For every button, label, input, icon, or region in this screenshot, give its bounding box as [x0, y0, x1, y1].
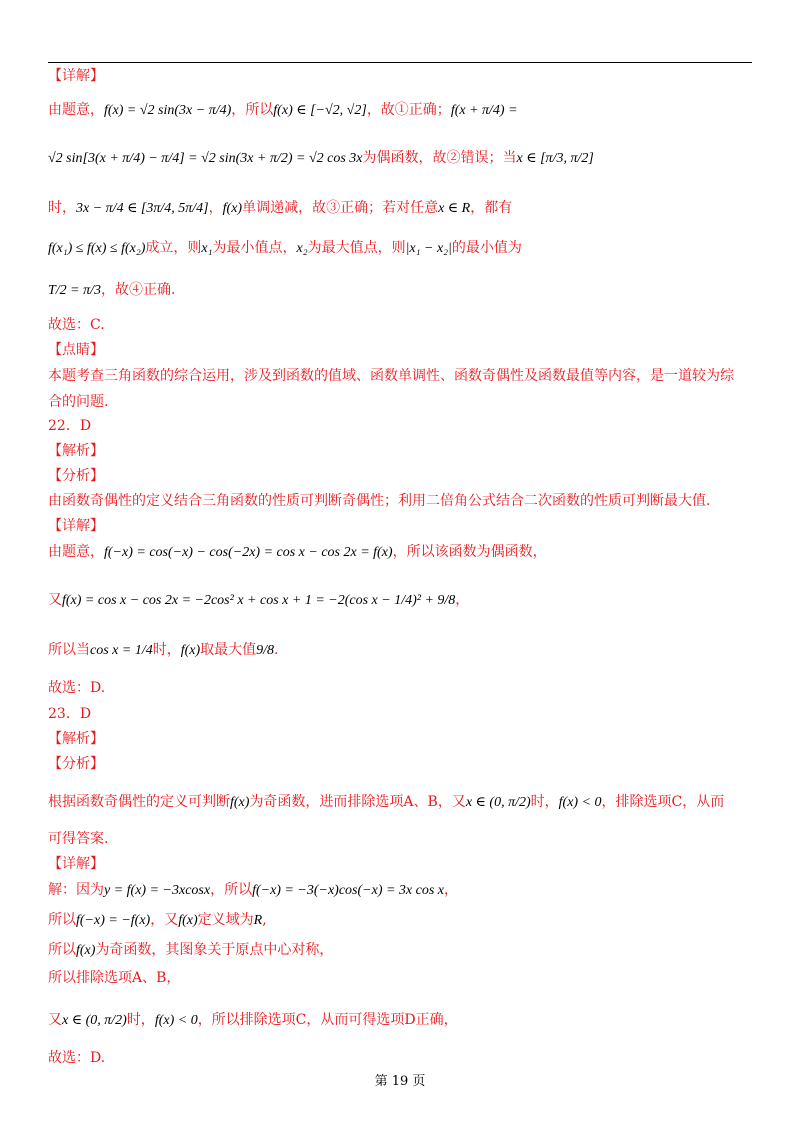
- text-line: 故选：C.: [48, 317, 105, 333]
- math: f(x): [76, 943, 96, 958]
- text-line: 由题意，f(−x) = cos(−x) − cos(−2x) = cos x − cos 2x = f(x)，所以该函数为偶函数，: [48, 544, 547, 560]
- question-number: 22．D: [48, 418, 92, 434]
- label-analysis: 【分析】: [48, 468, 104, 484]
- math: R: [253, 913, 263, 928]
- math: 3x − π/4 ∈ [3π/4, 5π/4]: [76, 201, 209, 216]
- text-line: 又x ∈ (0, π/2)时，f(x) < 0，所以排除选项C，从而可得选项D正确，: [48, 1012, 458, 1028]
- math: x ∈ (0, π/2): [465, 795, 531, 810]
- header-rule: [48, 62, 752, 63]
- text-line: 由题意，f(x) = √2 sin(3x − π/4)，所以f(x) ∈ [−√2, √2]，故①正确；f(x + π/4) =: [48, 102, 518, 118]
- math: x ∈ R: [438, 201, 471, 216]
- math: x₂: [296, 241, 308, 256]
- label-detail: 【详解】: [48, 856, 104, 872]
- text-line: 故选：D.: [48, 680, 106, 696]
- math: f(−x) = −3(−x)cos(−x) = 3x cos x: [252, 883, 445, 898]
- page-number: 第 19 页: [374, 1074, 426, 1089]
- math: f(x) = √2 sin(3x − π/4): [104, 103, 232, 118]
- label-note: 【点睛】: [48, 342, 104, 358]
- text-line: √2 sin[3(x + π/4) − π/4] = √2 sin(3x + π/2) = √2 cos 3x为偶函数，故②错误；当x ∈ [π/3, π/2]: [48, 150, 594, 166]
- math: x ∈ (0, π/2): [62, 1013, 127, 1028]
- text-line: 又f(x) = cos x − cos 2x = −2cos² x + cos x + 1 = −2(cos x − 1/4)² + 9/8，: [48, 592, 470, 608]
- label-analysis: 【解析】: [48, 731, 104, 747]
- text-line: 所以f(x)为奇函数，其图象关于原点中心对称，: [48, 942, 334, 958]
- math: f(x) < 0: [154, 1013, 198, 1028]
- text-line: T/2 = π/3，故④正确.: [48, 282, 176, 298]
- math: f(x) ∈ [−√2, √2]: [273, 103, 367, 118]
- text-line: 由函数奇偶性的定义结合三角函数的性质可判断奇偶性；利用二倍角公式结合二次函数的性质可判断最大值.: [48, 493, 711, 509]
- math: f(x): [180, 643, 201, 658]
- math: f(x): [178, 913, 198, 928]
- math: |x₁ − x₂|: [405, 241, 452, 256]
- math: cos x = 1/4: [90, 643, 153, 658]
- label-detail: 【详解】: [48, 518, 104, 534]
- text-line: 根据函数奇偶性的定义可判断f(x)为奇函数，进而排除选项A、B，又x ∈ (0, π/2)时，f(x) < 0，排除选项C，从而: [48, 794, 725, 810]
- math: f(x₁) ≤ f(x) ≤ f(x₂): [48, 241, 146, 256]
- label-analysis: 【分析】: [48, 756, 104, 772]
- text-line: 所以排除选项A、B，: [48, 970, 181, 986]
- label-analysis: 【解析】: [48, 443, 104, 459]
- text-line: 解：因为y = f(x) = −3xcosx，所以f(−x) = −3(−x)cos(−x) = 3x cos x，: [48, 882, 459, 898]
- text-line: 合的问题.: [48, 394, 109, 410]
- math: 9/8: [256, 643, 275, 658]
- text-line: 可得答案.: [48, 831, 109, 847]
- math: f(x + π/4) =: [450, 103, 518, 118]
- math: f(−x) = cos(−x) − cos(−2x) = cos x − cos 2x = f(x): [104, 545, 393, 560]
- math: x ∈ [π/3, π/2]: [516, 151, 594, 166]
- math: T/2 = π/3: [48, 283, 102, 298]
- label-detail: 【详解】: [48, 68, 104, 84]
- text-line: 故选：D.: [48, 1050, 106, 1066]
- math: f(−x) = −f(x): [76, 913, 151, 928]
- text-line: 时，3x − π/4 ∈ [3π/4, 5π/4]，f(x)单调递减，故③正确；若对任意x ∈ R，都有: [48, 200, 513, 216]
- text-line: f(x₁) ≤ f(x) ≤ f(x₂)成立，则x₁为最小值点，x₂为最大值点，则|x₁ − x₂|的最小值为: [48, 240, 522, 256]
- text-line: 所以f(−x) = −f(x)，又f(x)定义域为R,: [48, 912, 267, 928]
- text-line: 所以当cos x = 1/4时，f(x)取最大值9/8.: [48, 642, 279, 658]
- text-line: 本题考查三角函数的综合运用，涉及到函数的值域、函数单调性、函数奇偶性及函数最值等内容，是一道较为综: [48, 368, 734, 384]
- math: f(x) = cos x − cos 2x = −2cos² x + cos x + 1 = −2(cos x − 1/4)² + 9/8: [62, 593, 456, 608]
- math: x₁: [201, 241, 213, 256]
- math: √2 sin[3(x + π/4) − π/4] = √2 sin(3x + π/2) = √2 cos 3x: [48, 151, 363, 166]
- math: f(x) < 0: [558, 795, 602, 810]
- math: f(x): [222, 201, 243, 216]
- math: f(x): [230, 795, 250, 810]
- math: y = f(x) = −3xcosx: [104, 883, 211, 898]
- question-number: 23．D: [48, 706, 92, 722]
